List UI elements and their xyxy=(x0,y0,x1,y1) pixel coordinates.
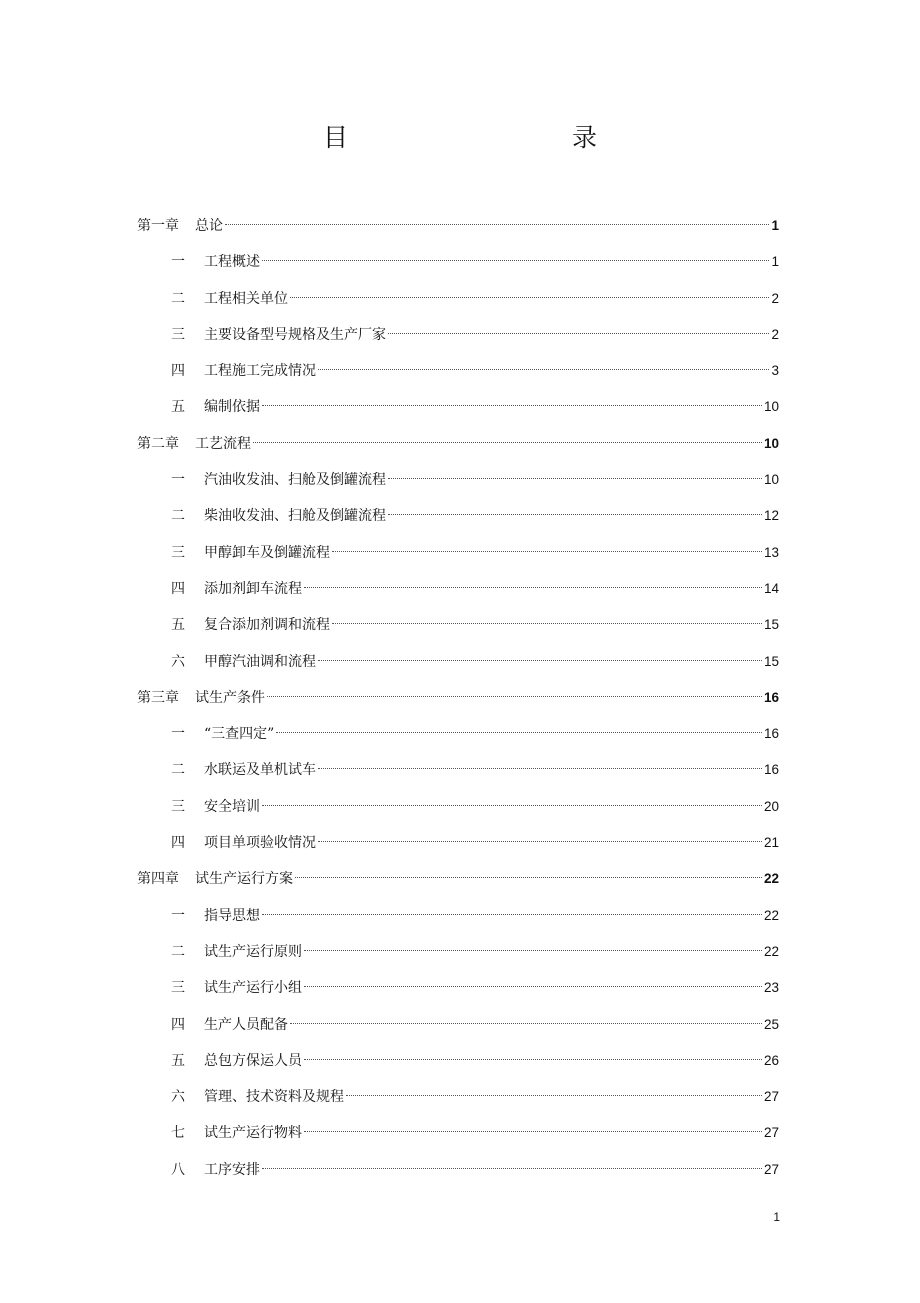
toc-dot-leader xyxy=(304,986,762,987)
toc-entry-label: 主要设备型号规格及生产厂家 xyxy=(204,326,386,343)
page-number: 1 xyxy=(773,1210,780,1224)
toc-entry-page-number: 20 xyxy=(763,798,779,814)
toc-entry-number: 五 xyxy=(171,1052,185,1069)
toc-entry-label: 指导思想 xyxy=(204,907,260,924)
toc-entry-number: 四 xyxy=(171,580,185,597)
toc-section-entry[interactable] xyxy=(137,898,779,934)
toc-entry-label: 编制依据 xyxy=(204,399,260,416)
toc-section-entry[interactable] xyxy=(137,1007,779,1043)
toc-dot-leader xyxy=(262,1168,762,1169)
toc-entry-page-number: 2 xyxy=(771,290,779,306)
toc-entry-label: 总包方保运人员 xyxy=(204,1052,302,1069)
toc-entry-label: 添加剂卸车流程 xyxy=(204,580,302,597)
toc-entry-page-number: 25 xyxy=(763,1016,779,1032)
toc-entry-label: 管理、技术资料及规程 xyxy=(204,1089,344,1106)
toc-entry-label: 总论 xyxy=(195,218,223,234)
toc-entry-page-number: 3 xyxy=(771,363,779,379)
toc-dot-leader xyxy=(318,841,762,842)
toc-entry-label: 试生产运行方案 xyxy=(195,871,293,888)
toc-dot-leader xyxy=(262,805,762,806)
toc-entry-page-number: 22 xyxy=(763,871,779,887)
toc-entry-page-number: 15 xyxy=(763,617,779,633)
toc-dot-leader xyxy=(304,950,762,951)
toc-section-entry[interactable] xyxy=(137,1152,779,1188)
toc-entry-page-number: 10 xyxy=(763,472,779,488)
toc-entry-page-number: 1 xyxy=(771,218,779,233)
toc-entry-page-number: 22 xyxy=(763,943,779,959)
toc-section-entry[interactable] xyxy=(137,752,779,788)
toc-section-entry[interactable] xyxy=(137,1043,779,1079)
toc-dot-leader xyxy=(318,768,762,769)
toc-entry-page-number: 12 xyxy=(763,508,779,524)
toc-dot-leader xyxy=(388,478,762,479)
toc-dot-leader xyxy=(304,587,762,588)
toc-chapter-entry[interactable] xyxy=(137,426,779,462)
toc-entry-number: 一 xyxy=(171,726,185,743)
toc-entry-label: 生产人员配备 xyxy=(204,1016,288,1033)
toc-entry-number: 一 xyxy=(171,907,185,924)
toc-dot-leader xyxy=(304,1131,762,1132)
toc-entry-label: 工程相关单位 xyxy=(204,290,288,307)
toc-chapter-entry[interactable] xyxy=(137,861,779,897)
toc-section-entry[interactable] xyxy=(137,571,779,607)
toc-entry-page-number: 27 xyxy=(763,1125,779,1141)
toc-dot-leader xyxy=(332,623,762,624)
toc-section-entry[interactable] xyxy=(137,389,779,425)
toc-section-entry[interactable] xyxy=(137,353,779,389)
toc-section-entry[interactable] xyxy=(137,1115,779,1151)
toc-entry-label: 试生产运行物料 xyxy=(204,1125,302,1142)
toc-entry-page-number: 26 xyxy=(763,1052,779,1068)
toc-entry-number: 二 xyxy=(171,508,185,525)
toc-entry-label: 复合添加剂调和流程 xyxy=(204,617,330,634)
toc-section-entry[interactable] xyxy=(137,716,779,752)
toc-entry-label: 安全培训 xyxy=(204,798,260,815)
toc-entry-label: 柴油收发油、扫舱及倒罐流程 xyxy=(204,508,386,525)
toc-entry-page-number: 13 xyxy=(763,544,779,560)
toc-entry-number: 第二章 xyxy=(137,435,179,452)
toc-dot-leader xyxy=(290,1023,762,1024)
toc-entry-page-number: 10 xyxy=(763,435,779,451)
toc-entry-label: 项目单项验收情况 xyxy=(204,835,316,852)
toc-entry-page-number: 22 xyxy=(763,907,779,923)
toc-section-entry[interactable] xyxy=(137,498,779,534)
toc-dot-leader xyxy=(304,1059,762,1060)
toc-entry-label: 工程概述 xyxy=(204,254,260,271)
page-title: 目 录 xyxy=(322,123,655,152)
toc-dot-leader xyxy=(267,696,762,697)
toc-entry-label: 试生产运行原则 xyxy=(204,943,302,960)
toc-section-entry[interactable] xyxy=(137,244,779,280)
toc-entry-page-number: 16 xyxy=(763,689,779,705)
toc-dot-leader xyxy=(262,405,762,406)
toc-entry-number: 七 xyxy=(171,1125,185,1142)
toc-entry-label: 试生产运行小组 xyxy=(204,980,302,997)
toc-entry-number: 一 xyxy=(171,254,185,271)
toc-dot-leader xyxy=(295,877,762,878)
toc-section-entry[interactable] xyxy=(137,644,779,680)
toc-dot-leader xyxy=(253,442,762,443)
toc-entry-label: 工程施工完成情况 xyxy=(204,363,316,380)
toc-dot-leader xyxy=(225,224,769,225)
table-of-contents xyxy=(137,208,779,1188)
toc-entry-number: 四 xyxy=(171,363,185,380)
toc-entry-label: “三查四定” xyxy=(204,726,275,743)
toc-entry-page-number: 10 xyxy=(763,399,779,415)
toc-dot-leader xyxy=(262,260,769,261)
toc-dot-leader xyxy=(332,551,762,552)
toc-entry-page-number: 21 xyxy=(763,835,779,851)
toc-entry-number: 四 xyxy=(171,1016,185,1033)
toc-chapter-entry[interactable] xyxy=(137,208,779,244)
toc-section-entry[interactable] xyxy=(137,317,779,353)
toc-dot-leader xyxy=(388,333,769,334)
toc-entry-number: 四 xyxy=(171,835,185,852)
toc-entry-label: 水联运及单机试车 xyxy=(204,762,316,779)
toc-entry-number: 六 xyxy=(171,1089,185,1106)
toc-entry-page-number: 16 xyxy=(763,726,779,742)
toc-entry-page-number: 27 xyxy=(763,1089,779,1105)
toc-entry-label: 甲醇汽油调和流程 xyxy=(204,653,316,670)
toc-entry-label: 工序安排 xyxy=(204,1161,260,1178)
toc-entry-number: 五 xyxy=(171,617,185,634)
toc-entry-number: 八 xyxy=(171,1161,185,1178)
toc-dot-leader xyxy=(262,914,762,915)
toc-dot-leader xyxy=(318,369,769,370)
toc-entry-label: 试生产条件 xyxy=(195,689,265,706)
toc-dot-leader xyxy=(388,514,762,515)
toc-dot-leader xyxy=(290,297,769,298)
toc-entry-number: 第三章 xyxy=(137,689,179,706)
toc-entry-page-number: 2 xyxy=(771,326,779,342)
toc-entry-page-number: 16 xyxy=(763,762,779,778)
toc-section-entry[interactable] xyxy=(137,1079,779,1115)
toc-entry-number: 三 xyxy=(171,798,185,815)
toc-entry-number: 三 xyxy=(171,980,185,997)
toc-section-entry[interactable] xyxy=(137,934,779,970)
toc-entry-page-number: 1 xyxy=(771,254,779,270)
toc-entry-number: 二 xyxy=(171,290,185,307)
toc-entry-number: 二 xyxy=(171,762,185,779)
toc-entry-number: 五 xyxy=(171,399,185,416)
toc-entry-page-number: 15 xyxy=(763,653,779,669)
toc-entry-label: 甲醇卸车及倒罐流程 xyxy=(204,544,330,561)
toc-section-entry[interactable] xyxy=(137,970,779,1006)
toc-dot-leader xyxy=(346,1095,762,1096)
toc-entry-number: 一 xyxy=(171,472,185,489)
toc-entry-page-number: 14 xyxy=(763,580,779,596)
toc-section-entry[interactable] xyxy=(137,535,779,571)
toc-section-entry[interactable] xyxy=(137,825,779,861)
toc-dot-leader xyxy=(276,732,762,733)
toc-entry-number: 三 xyxy=(171,544,185,561)
toc-entry-label: 工艺流程 xyxy=(195,435,251,452)
toc-entry-number: 第四章 xyxy=(137,871,179,888)
toc-section-entry[interactable] xyxy=(137,462,779,498)
toc-entry-number: 二 xyxy=(171,943,185,960)
toc-section-entry[interactable] xyxy=(137,607,779,643)
toc-entry-number: 六 xyxy=(171,653,185,670)
toc-entry-page-number: 23 xyxy=(763,980,779,996)
toc-chapter-entry[interactable] xyxy=(137,680,779,716)
toc-entry-number: 第一章 xyxy=(137,218,179,234)
toc-entry-page-number: 27 xyxy=(763,1161,779,1177)
toc-dot-leader xyxy=(318,660,762,661)
toc-section-entry[interactable] xyxy=(137,789,779,825)
toc-entry-label: 汽油收发油、扫舱及倒罐流程 xyxy=(204,472,386,489)
toc-section-entry[interactable] xyxy=(137,281,779,317)
toc-entry-number: 三 xyxy=(171,326,185,343)
